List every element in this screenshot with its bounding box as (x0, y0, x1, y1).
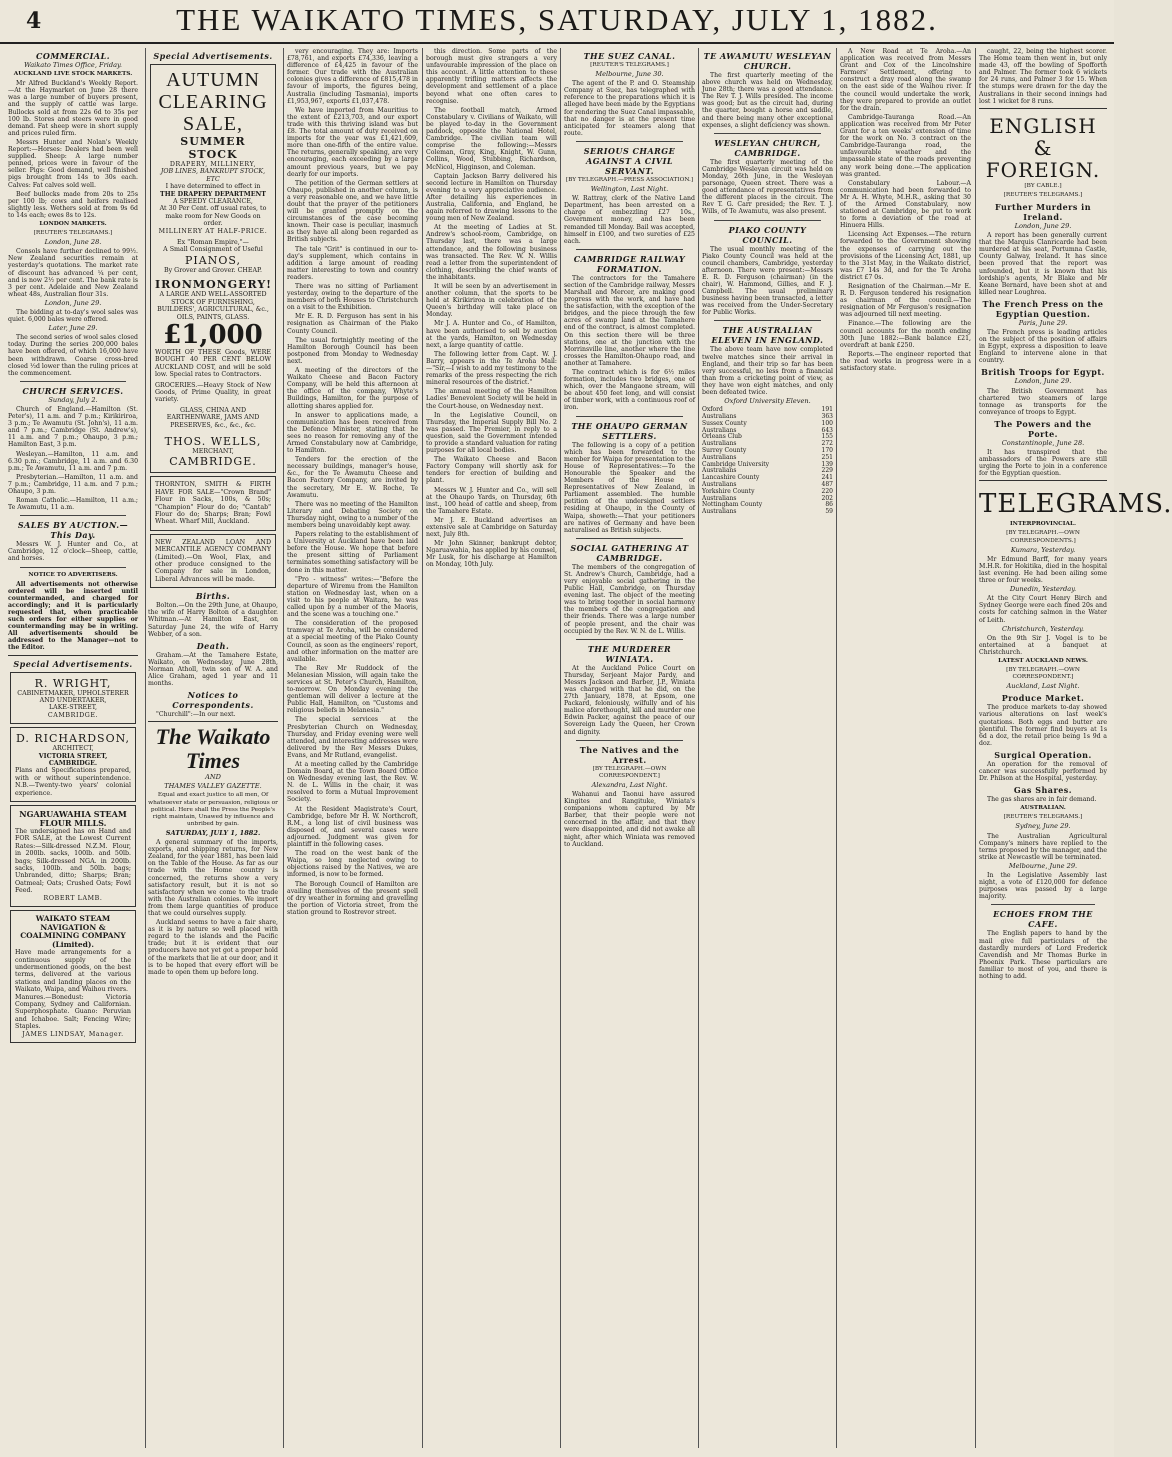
divider (576, 249, 683, 250)
advertiser-place: CAMBRIDGE. (47, 711, 99, 719)
divider (20, 567, 126, 568)
divider (979, 480, 1107, 481)
advertiser-name: WAIKATO STEAM NAVIGATION & COALMINING COMPANY (Limited). (20, 914, 126, 949)
article-paragraph: Consols have further declined to 99½. New Zealand securities remain at yesterday's quotations. The market rate of discount has advanced ¼ per cent, and is now 2½ per cent. The bank rate is 3 per cent. Adelaide and New Zealand wheat 48s, Australian flour 31s. (8, 248, 138, 298)
article-paragraph: The French press is leading articles on the subject of the position of affairs in Egypt, express a disposition to leave England to intervene alone in that country. (979, 328, 1107, 365)
article-paragraph: The road on the west bank of the Waipa, so long neglected owing to objections raised by the Natives, we are informed, is now to be formed. (287, 850, 418, 879)
advert-body: The undersigned has on Hand and FOR SALE, at the Lowest Current Rates:—Silk-dressed N.Z.M. Flour, in 200lb. sacks, 100lb. and 50lb. bags; Silk-dressed NGA. in 200lb. sacks, 100lb. and 50lb. bags; Unbranded, ditto; Sharps; Bran; Oatmeal; Oats; Crushed Oats; Fowl Feed. (15, 828, 131, 895)
score-team: Australians (702, 440, 737, 448)
dateline: London, June 29. (1014, 221, 1072, 230)
article-paragraph: The special services at the Presbyterian Church on Wednesday, Thursday, and Friday evening were well attended, and interesting addresses were delivered by the Rev Messrs Dukes, Evans, and Mr Rutland, evangelist. (287, 716, 418, 759)
article-paragraph: The bidding at to-day's wool sales was quiet. 6,000 bales were offered. (8, 309, 138, 324)
article-paragraph: The first quarterly meeting of the above church was held on Wednesday, June 28th; there was a good attendance. The Rev T. J. Wills presided. The income was good; but as the circuit had, during the quarter, bought a horse and saddle, and there being many other exceptional expenses, a slight deficiency was shown. (702, 72, 833, 129)
score-runs: 86 (825, 501, 833, 509)
score-team: Australians (702, 426, 737, 434)
advert-line: PIANOS, (185, 253, 241, 267)
page-number: 4 (26, 8, 42, 34)
article-paragraph: Messrs W. J. Hunter and Co., will sell at the Ohaupo Yards, on Thursday, 6th inst., 100 head of cattle and sheep, from the Tamahere Estate. (426, 486, 557, 515)
article-paragraph: Finance.—The following are the council accounts for the month ending 30th June 1882:—Bank balance £21, overdraft at bank £250. (840, 320, 971, 349)
advert-line: I have determined to effect in (165, 183, 261, 191)
flour-mills-advert (10, 805, 136, 907)
telegram-source: [BY TELEGRAPH.—PRESS ASSOCIATION.] (565, 176, 694, 183)
article-paragraph: Presbyterian.—Hamilton, 11 a.m. and 7 p.m.; Cambridge, 11 a.m. and 7 p.m.; Ohaupo, 3 p.m. (8, 473, 138, 495)
article-paragraph: The Rev Mr Ruddock of the Melanesian Mission, will again take the services at St. Peter's Church, Hamilton, to-morrow. On Monday evening the gentleman will deliver a lecture at the Public Hall, Hamilton, on "Customs and religious beliefs in Melanesia." (287, 664, 418, 715)
social-gathering-heading: SOCIAL GATHERING AT CAMBRIDGE. (570, 542, 689, 563)
advert-price: £1,000 (163, 319, 263, 350)
advertiser-trade: MERCHANT, (192, 447, 234, 455)
column-foreign-news (979, 48, 1172, 1448)
article-paragraph: The contractors for the Tamahere section of the Cambridge railway, Messrs Marshall and Mercer, are making good progress with the work, and have had the satisfaction, with the exception of the bridges, and the piece through the few acres of swamp land at the Tamahere end of the contract, is almost completed. On this section there will be three stations, one at the junction with the Morrinsville line, another where the line crosses the Hamilton-Ohaupo road, and another at Tamahere. (564, 274, 695, 367)
natives-heading: The Natives and the Arrest. (579, 744, 680, 765)
column-county-council (840, 48, 971, 1448)
dateline: Kumara, Yesterday. (1010, 545, 1076, 554)
divider (576, 740, 683, 741)
advertiser-trade: ARCHITECT, (52, 745, 94, 753)
article-paragraph: Wahanui and Taonui have assured Kingites and Rangituke, Winiata's companions whom captured by Mr Barber, that their people were not concerned in the affair, and that they were disappointed, and did not awake all night, after which Winiata was removed to Auckland. (564, 790, 695, 848)
article-paragraph: Beef bullocks made from 20s to 25s per 100 lb; cows and heifers realised slightly less. Wethers sold at from 9s 6d to 14s each; ewes 8s to 12s. (8, 190, 138, 219)
dateline: Melbourne, June 29. (1008, 861, 1078, 870)
article-paragraph: The members of the congregation of St. Andrew's Church, Cambridge, had a very enjoyable social gathering in the Public Hall, Cambridge, on Thursday evening last. The object of the meeting was to bring together in social harmony the members of the congregation and their friends. There was a large number of people present, and the chair was occupied by the Rev. W. N. de L. Willis. (564, 563, 695, 635)
australian-heading: AUSTRALIAN. (1020, 805, 1066, 812)
interprovincial-heading: INTERPROVINCIAL. (1009, 521, 1077, 528)
dateline: Melbourne, June 30. (595, 70, 664, 79)
advert-signature: ROBERT LAMB. (43, 894, 103, 902)
telegram-source: [BY TELEGRAPH.—OWN CORRESPONDENT.] (592, 765, 667, 779)
article-paragraph: In the Legislative Council, on Thursday, the Imperial Supply Bill No. 2 was passed. The Premier, in reply to a question, said the Government intended to provide a standard valuation for rating purposes for all local bodies. (426, 411, 557, 455)
paper-sub: AND (205, 773, 221, 782)
advertiser-name: THOS. WELLS, (164, 434, 262, 448)
dateline: Constantinople, June 28. (1001, 438, 1085, 447)
article-paragraph: Wesleyan.—Hamilton, 11 a.m. and 6.30 p.m.; Cambridge, 11 a.m. and 6.30 p.m.; Te Awamutu, 11 a.m. and 7 p.m. (8, 450, 138, 472)
divider (979, 108, 1107, 109)
dateline: Sunday, July 2. (48, 395, 98, 404)
ohaupo-heading: THE OHAUPO GERMAN SETTLERS. (571, 420, 688, 441)
dateline: London, June 29. (44, 298, 102, 307)
article-paragraph: At the meeting of Ladies at St. Andrew's school-room, Cambridge, on Thursday last, there was a large attendance, and the following business was transacted. The Rev. W. N. Willis read a letter from the superintendent of clothing, describing the chief wants of the inhabitants. (426, 224, 557, 281)
article-paragraph: The produce markets to-day showed various alterations on last week's quotations. Both eggs and butter are plentiful. The former find buyers at 1s 6d a doz, the retail price being 1s 9d a doz. (979, 704, 1107, 747)
divider (20, 381, 126, 382)
french-press-heading: The French Press on the Egyptian Question. (982, 298, 1104, 319)
article-paragraph: The following is a copy of a petition which has been forwarded to the member for Waipa for presentation to the House of Representatives:—To the Honourable the Speaker and the Members of the House of Representatives of New Zealand, in Parliament assembled. The humble petition of the undersigned settlers residing at Ohaupo, in the County of Waipa, showeth:—That your petitioners are natives of Germany and have been naturalised as British subjects. (564, 441, 695, 534)
article-paragraph: It has transpired that the ambassadors of the Powers are still urging the Porte to join in a conference for the Egyptian question. (979, 449, 1107, 478)
score-runs: 251 (821, 453, 833, 461)
article-paragraph: Mr Edmund Barff, for many years M.H.R. for Hokitika, died in the hospital last evening. He had been ailing some three or four weeks. (979, 555, 1107, 585)
commercial-heading: COMMERCIAL. (35, 51, 111, 61)
article-paragraph: At the Resident Magistrate's Court, Cambridge, before Mr H. W. Northcroft, R.M., a long list of civil business was disposed of, and several cases were adjourned. Judgment was given for plaintiff in the following cases. (287, 805, 418, 849)
score-row (702, 509, 833, 516)
article-paragraph: The Borough Council of Hamilton are availing themselves of the present spell of dry weather in forming and gravelling the portion of Victoria street, from the station ground to Rostrevor street. (287, 880, 418, 916)
latest-auckland-heading: LATEST AUCKLAND NEWS. (998, 657, 1088, 664)
births-heading: Births. (195, 591, 231, 602)
article-paragraph: Cambridge-Tauranga Road.—An application was received from Mr Peter Grant for a ten weeks' extension of time for the work on No. 3 contract on the Cambridge-Tauranga road, the unfavourable weather and the impassable state of the roads preventing any work being done.—The application was granted. (840, 113, 971, 178)
article-paragraph: The contract which is for 6½ miles formation, includes two bridges, one of which, over the Mangaone stream, will be about 450 feet long, and will consist of timber work, with a continuous roof of iron. (564, 369, 695, 412)
ireland-heading: Further Murders in Ireland. (994, 201, 1092, 222)
advert-line: THE DRAPERY DEPARTMENT (160, 190, 266, 198)
paper-nameplate: The Waikato Times (155, 724, 271, 774)
column-church-news (702, 48, 833, 1448)
advert-body: NEW ZEALAND LOAN AND MERCANTILE AGENCY COMPANY (Limited).—On Wool, Flax, and other produce consigned to the Company for sale in London, Liberal Advances will be made. (155, 538, 271, 583)
advertiser-name: R. WRIGHT, (34, 676, 112, 690)
score-runs: 170 (821, 446, 833, 454)
score-runs: 139 (821, 460, 833, 468)
divider (576, 639, 683, 640)
article-paragraph: All advertisements not otherwise ordered will be inserted until countermanded, and charged for accordingly; and it is particularly requested that, when practicable such orders for either supplies or countermanding may be in writing. All advertisements should be addressed to the Manager—not to the Editor. (8, 580, 138, 652)
column-telegrams (564, 48, 695, 1448)
wesleyan-cambridge-heading: WESLEYAN CHURCH, CAMBRIDGE. (714, 137, 821, 158)
dateline: Alexandra, Last Night. (591, 780, 668, 789)
article-paragraph: An operation for the removal of cancer was successfully performed by Dr. Philson at the Hospital, yesterday. (979, 760, 1107, 783)
score-team: Cambridge University (702, 460, 770, 468)
office-line: Waikato Times Office, Friday. (24, 61, 122, 69)
divider (8, 655, 138, 656)
article-paragraph: In answer to applications made, a communication has been received from the Defence Minister, stating that he sees no reason for removing any of the Armed Constabulary now at Cambridge, to Hamilton. (287, 411, 418, 455)
advert-body: Have made arrangements for a continuous supply of the undermentioned goods, on the best terms, delivered at the various stations and landing places on the Waikato, Waipa, and Waihou rivers. (15, 949, 131, 994)
score-runs: 220 (821, 487, 833, 495)
column-advertisements (148, 48, 278, 1448)
article-paragraph: Captain Jackson Barry delivered his second lecture in Hamilton on Thursday evening to a very appreciative audience. After detailing his experiences in Australia, California, and England, he again referred to drawing lessons to the young men of New Zealand. (426, 172, 557, 223)
score-team: Nottingham County (702, 501, 763, 509)
nz-loan-advert (150, 534, 276, 588)
dateline: Later, June 29. (48, 324, 98, 333)
article-paragraph: The petition of the German settlers at Ohaupo, published in another column, is a very reasonable one, and we have little doubt that the prayer of the petitioners will be granted promptly on the circumstances of the case becoming known. Their case is peculiar, inasmuch as they have all along been regarded as British subjects. (287, 179, 418, 244)
article-paragraph: Tenders for the erection of the necessary buildings, manager's house, &c., for the Te Awamutu Cheese and Bacon Factory Company, are invited by the secretary, Mr E. W. Roche, Te Awamutu. (287, 456, 418, 499)
article-paragraph: A meeting of the directors of the Waikato Cheese and Bacon Factory Company, will be held this afternoon at the office of the company, Whyte's Buildings, Hamilton, for the purpose of allotting shares applied for. (287, 367, 418, 410)
article-paragraph: At a meeting called by the Cambridge Domain Board, at the Town Board Office on Wednesday evening last, the Rev. W. N. de L. Willis in the chair, it was resolved to form a Mutual Improvement Society. (287, 761, 418, 804)
article-paragraph: Graham.—At the Tamahere Estate, Waikato, on Wednesday, June 28th, Norman Atholl, twin son of W. A. and Alice Graham, aged 1 year and 11 months. (148, 651, 278, 688)
article-paragraph: W. Rattray, clerk of the Native Land Department, has been arrested on a charge of embezzling £27 10s., Government money, and has been remanded till Monday. Bail was accepted, himself in £100, and two sureties of £25 each. (564, 195, 696, 245)
piako-heading: PIAKO COUNTY COUNCIL. (728, 224, 807, 245)
score-runs: 487 (821, 480, 833, 488)
article-paragraph: The second series of wool sales closed today. During the series 200,000 bales have been offered, of which 16,000 have been withdrawn. Coarse cross-bred closed ½d lower than the ruling prices at the commencement. (8, 334, 138, 377)
dateline: Christchurch, Yesterday. (1002, 624, 1084, 633)
sales-heading: SALES BY AUCTION.—This Day. (17, 520, 129, 541)
score-runs: 100 (821, 419, 833, 427)
article-paragraph: Roman Catholic.—Hamilton, 11 a.m.; Te Awamutu, 11 a.m. (8, 497, 138, 512)
auckland-livestock-heading: AUCKLAND LIVE STOCK MARKETS. (13, 71, 133, 78)
divider (714, 320, 821, 321)
advert-line: Ex "Roman Empire,"— (177, 239, 249, 247)
article-paragraph: "Pro - witness" writes:—"Before the departure of Wiremu from the Hamilton station on Wednesday last, when on a visit to his people at Waitara, he was called upon by a number of the Maoris, and the scene was a touching one." (287, 575, 418, 619)
article-paragraph: The football match, Armed Constabulary v. Civilians of Waikato, will be played to-day in the Government paddock, opposite the National Hotel, Cambridge. The civilian team will comprise the following:—Messrs Coleman, Gray, King, Knight, W. Gunn, Collins, Wood, Stubbing, Richardson, McNicol, Higginson, and Coleman. (426, 106, 557, 171)
article-paragraph: A report has been generally current that the Marquis Clanricarde had been murdered at his seat, Portumna Castle, County Galway, Ireland. It has since been proved that the report was unfounded, but it is known that his lordship's agents, Mr Blake and Mr Keane Bernard, have been shot at and killed near Loughrea. (979, 232, 1107, 296)
advert-line: JOB LINES, BANKRUPT STOCK, ETC (160, 168, 266, 183)
score-runs: 363 (821, 412, 833, 420)
troops-heading: British Troops for Egypt. (981, 367, 1105, 378)
article-paragraph: In the Legislative Assembly last night, a vote of £120,000 for defence purposes was passed by a large majority. (979, 872, 1107, 901)
advert-line: GLASS, CHINA AND EARTHENWARE, JAMS AND PRESERVES, &c., &c., &c. (166, 406, 260, 429)
article-paragraph: The usual fortnightly meeting of the Hamilton Borough Council has been postponed from Monday to Wednesday next. (287, 336, 418, 365)
divider (714, 133, 821, 134)
produce-heading: Produce Market. (1001, 693, 1085, 704)
column-commercial (8, 48, 138, 1448)
special-ads-heading: Special Advertisements. (13, 658, 133, 669)
advert-line: GROCERIES.—Heavy Stock of New Goods, of Prime Quality, in great variety. (155, 381, 271, 404)
article-paragraph: Reports.—The engineer reported that the road works in progress were in a satisfactory state. (840, 350, 971, 373)
newspaper-title: THE WAIKATO TIMES, SATURDAY, JULY 1, 1882. (176, 2, 938, 37)
advertiser-name: D. RICHARDSON, (15, 732, 131, 746)
paper-motto: Equal and exact justice to all men, Of whatsoever state or persuasion, religious or political. Here shall the Press the People's right maintain, Unawed by influence and unbribed by gain. (148, 792, 278, 827)
article-paragraph: A New Road at Te Aroha.—An application was received from Messrs Grant and Cox of the Lincolnshire Farmers' Settlement, offering to construct a dray road along the swamp on the east side of the Waihou river. If the council would undertake the work, they were prepared to provide an outlet for the drain. (840, 48, 971, 112)
telegram-source: [REUTER'S TELEGRAMS.] (33, 230, 113, 237)
article-paragraph: The above team have now completed twelve matches since their arrival in England, and their trip so far has been very successful, no less from a financial than from a cricketing point of view, as they have won eight matches, and only been defeated twice. (702, 346, 833, 396)
score-team: Yorkshire County (702, 487, 755, 495)
article-paragraph: The English papers to hand by the mail give full particulars of the dastardly murders of Lord Frederick Cavendish and Mr Thomas Burke in Phoenix Park. These particulars are familiar to most of you, and there is nothing to add. (979, 930, 1107, 980)
score-runs: 643 (821, 426, 833, 434)
score-team: Lancashire County (702, 474, 760, 482)
divider (576, 538, 683, 539)
advert-line: DRAPERY, MILLINERY, (169, 161, 257, 168)
steam-navigation-advert (10, 910, 136, 1043)
article-paragraph: At the City Court Henry Birch and Sydney George were each fined 20s and costs for catching salmon in the Water of Leith. (979, 595, 1107, 624)
score-team: Surrey County (702, 446, 747, 454)
advert-body: Plans and Specifications prepared, with or without superintendence. N.B.—Twenty-two years' colonial experience. (15, 767, 131, 797)
score-team: Australians (702, 480, 737, 488)
wright-advert (10, 672, 136, 725)
article-paragraph: The British Government has chartered two steamers of large tonnage as transports for the conveyance of troops to Egypt. (979, 387, 1107, 416)
advertiser-place: VICTORIA STREET, CAMBRIDGE. (38, 752, 108, 767)
correspondents-heading: Notices to Correspondents. (172, 690, 254, 711)
telegram-source: [BY TELEGRAPH.—OWN CORRESPONDENT.] (1006, 667, 1080, 681)
article-paragraph: At the Auckland Police Court on Thursday, Serjeant Major Pardy, and Messrs Jackson and Barber, J.P., Winiata was charged with that he did, on the 27th January, 1878, at Epsom, one Packard, feloniously, wilfully and of his malice aforethought, kill and murder one Edwin Packer, against the peace of our Sovereign Lady the Queen, her Crown and dignity. (564, 664, 695, 736)
advert-line: A LARGE AND WELL-ASSORTED STOCK OF FURNISHING, BUILDERS', AGRICULTURAL, &c., OILS, PAINTS, GLASS. (157, 291, 269, 321)
advertiser-name: NGARUAWAHIA STEAM FLOUR MILLS. (19, 809, 127, 829)
advert-line: By Grover and Grover. CHEAP. (163, 266, 262, 274)
score-runs: 272 (821, 440, 833, 448)
article-paragraph: Mr John Skinner, bankrupt debtor, Ngaruawahia, has applied by his counsel, Mr Lusk, for his discharge at Hamilton on Monday, 10th July. (426, 540, 557, 569)
article-paragraph: Papers relating to the establishment of a University at Auckland have been laid before the House. We hope that before the present sitting of Parliament terminates something satisfactory will be done in this matter. (287, 531, 418, 574)
wesleyan-heading: TE AWAMUTU WESLEYAN CHURCH. (703, 51, 832, 71)
article-paragraph: this direction. Some parts of the borough must give strangers a very unfavourable impression of the place on this account. A little attention to these apparently trifling matters affects the development and settlement of a place beyond what one often cares to recognise. (426, 48, 557, 105)
article-paragraph: There was no sitting of Parliament yesterday, owing to the departure of the members of both Houses to Christchurch on a visit to the Exhibition. (287, 283, 418, 312)
article-paragraph: Resignation of the Chairman.—Mr E. R. D. Ferguson tendered his resignation as chairman of the council.—The resignation of Mr Ferguson's resignation was adjourned till next meeting. (840, 283, 971, 319)
death-heading: Death. (196, 640, 230, 651)
advert-subtitle: SUMMER STOCK (180, 135, 246, 161)
advert-line: At 30 Per Cent. off usual rates, to make room for New Goods on order. (159, 205, 267, 228)
church-services-heading: CHURCH SERVICES. (22, 385, 124, 396)
divider (714, 220, 821, 221)
article-paragraph: The first quarterly meeting of the Cambridge Wesleyan circuit was held on Monday, 26th June, in the Wesleyan parsonage, Queen street. There was a good attendance of representatives from the different places in the circuit. The Rev T. G. Carr presided; the Rev. T. J. Wills, of Te Awamutu, was also present. (702, 158, 833, 216)
advert-body: Manures.—Bonedust: Victoria Company, Sydney and Californian. Superphosphate. Guano: Peruvian and Ichaboe. Salt; Fencing Wire; Staples. (15, 993, 131, 1031)
advert-line: WORTH OF THESE Goods, WERE BOUGHT 40 PER CENT BELOW AUCKLAND COST, and will be sold low. Special rates to Contractors. (155, 348, 271, 379)
article-paragraph: Mr J. A. Hunter and Co., of Hamilton, have been authorised to sell by auction at the yards, Hamilton, on Wednesday next, a large quantity of cattle. (426, 320, 557, 349)
article-paragraph: It will be seen by an advertisement in another column, that the sports to be held at Kirikiriroa in celebration of the Queen's birthday will take place on Monday. (426, 283, 557, 319)
english-foreign-banner: ENGLISH & FOREIGN. (985, 113, 1101, 182)
article-paragraph: Constabulary Labour.—A communication had been forwarded to Mr A. H. Whyte, M.H.R., asking that 30 of the Armed Constabulary, now stationed at Cambridge, be put to work to form a deviation of the road at Hinuera Hills. (840, 179, 971, 230)
cricket-scores-table (702, 407, 833, 516)
article-paragraph: A general summary of the imports, exports, and shipping returns, for New Zealand, for the year 1881, has been laid on the Table of the House. As far as our trade with the Home country is concerned, the returns show a very satisfactory result, but it is not so satisfactory when we come to the trade with the Australian colonies. We import from them large quantities of produce that we could ourselves supply. (148, 839, 278, 917)
advertiser-trade: CABINETMAKER, UPHOLSTERER AND UNDERTAKER, (17, 689, 129, 704)
article-paragraph: The annual meeting of the Hamilton Ladies' Benevolent Society will be held in the Court-house, on Wednesday next. (426, 388, 557, 410)
article-paragraph: The tale "Grit" is continued in our to-day's supplement, which contains in addition a large amount of reading matter interesting to town and country readers. (287, 245, 418, 281)
score-runs: 59 (825, 508, 833, 516)
score-runs: 202 (821, 494, 833, 502)
article-paragraph: Auckland seems to have a fair share, as it is by nature so well placed with regard to the islands and the Pacific trade; but it is evident that our producers have not yet got a proper hold of the markets that lie at our door, and it is to be hoped that every effort will be made to open them up before long. (148, 919, 278, 976)
advert-body: THORNTON, SMITH & FIRTH HAVE FOR SALE—"Crown Brand" Flour in Sacks, 100s, & 50s; "Champion" Flour do do; "Cantab" Flour do do; Sharps; Bran; Fowl Wheat. Wharf Mill, Auckland. (155, 481, 271, 526)
article-paragraph: Mr J. E. Buckland advertises an extensive sale at Cambridge on Saturday next, July 8th. (426, 516, 557, 539)
article-paragraph: Messrs W. J. Hunter and Co., at Cambridge, 12 o'clock—Sheep, cattle, and horses. (8, 541, 138, 563)
advert-subtitle: IRONMONGERY! (155, 278, 272, 292)
dateline: Auckland, Last Night. (1006, 682, 1080, 691)
dateline: London, June 28. (44, 238, 102, 247)
echoes-heading: ECHOES FROM THE CAFE. (993, 909, 1093, 930)
advert-line: MILLINERY AT HALF-PRICE. (158, 227, 268, 235)
advert-title: AUTUMN CLEARING SALE, (158, 69, 268, 135)
article-paragraph: very encouraging. They are: Imports £78,761, and exports £74,336, leaving a difference of £4,425 in favour of the former. Our trade with the Australian colonies gives a difference of £815,478 in favour of imports, the figures being, Australia (including Tasmania), imports £1,953,967, exports £1,037,478. (287, 48, 418, 105)
powers-heading: The Powers and the Porte. (994, 418, 1092, 439)
article-paragraph: We have imported from Mauritius to the extent of £213,703, and our export trade with this thriving island was but £8. The total amount of duty received on imports for the year was £1,421,609, more than one-fifth of the entire value. The returns, generally speaking, are very encouraging, each exceeding by a large amount previous years, but we pay dearly for our imports. (287, 106, 418, 178)
notice-heading: NOTICE TO ADVERTISERS. (28, 571, 118, 578)
thornton-advert (150, 476, 276, 530)
surgical-heading: Surgical Operation. (994, 749, 1092, 760)
score-team: Australians (702, 508, 737, 516)
telegram-source: [REUTER'S TELEGRAMS.] (1003, 191, 1083, 198)
article-paragraph: There was no meeting of the Hamilton Literary and Debating Society on Thursday night, owing to a number of the members being unavoidably kept away. (287, 500, 418, 529)
paper-sub: THAMES VALLEY GAZETTE. (164, 782, 262, 791)
article-paragraph: On the 9th Sir J. Vogel is to be entertained at a banquet at Christchurch. (979, 634, 1107, 656)
divider (20, 515, 126, 516)
london-markets-heading: LONDON MARKETS. (39, 220, 107, 227)
article-paragraph: "Churchill":—In our next. (156, 711, 236, 719)
railway-heading: CAMBRIDGE RAILWAY FORMATION. (573, 253, 686, 274)
article-paragraph: The Australian Agricultural Company's miners have replied to the terms proposed by the manager, and the strike at Newcastle will be terminated. (979, 832, 1107, 861)
divider (576, 141, 683, 142)
dateline: Dunedin, Yesterday. (1009, 585, 1077, 594)
article-paragraph: Bolton.—On the 29th June, at Ohaupo, the wife of Harry Bolton of a daughter. Whitman.—At Hamilton East, on Saturday June 24, the wife of Harry Webber, of a son. (148, 602, 278, 638)
article-paragraph: caught, 22, being the highest scorer. The Home team then went in, but only made 43, off the bowling of Spofforth and Palmer. The former took 6 wickets for 24 runs, and Palmer 3 for 15. When the stumps were drawn for the day the Australians in their second innings had lost 1 wicket for 8 runs. (979, 48, 1107, 105)
special-ads-heading: Special Advertisements. (153, 51, 273, 61)
article-paragraph: The agent of the P. and O. Steamship Company at Suez, has telegraphed with reference to the preparations which it is alleged have been made by the Egyptians for rendering the Suez Canal impassable, that no danger is at the present time anticipated for steamers along that route. (564, 80, 695, 137)
telegram-source: [REUTER'S TELEGRAMS.] (1003, 814, 1083, 821)
score-team: Orleans Club (702, 433, 742, 441)
serious-charge-heading: SERIOUS CHARGE AGAINST A CIVIL SERVANT. (583, 145, 676, 176)
score-team: Oxford (702, 406, 723, 414)
article-paragraph: Church of England.—Hamilton (St. Peter's), 11 a.m. and 7 p.m.; Kirikiriroa, 3 p.m.; Te Awamutu (St. John's), 11 a.m. and 7 p.m.; Cambridge (St. Andrew's), 11 a.m. and 7 p.m.; Ohaupo, 3 p.m.; Hamilton East, 3 p.m. (8, 405, 138, 449)
column-local-news (287, 48, 418, 1448)
telegrams-banner: TELEGRAMS. (979, 489, 1172, 520)
article-paragraph: Mr E. R. D. Ferguson has sent in his resignation as Chairman of the Piako County Council. (287, 313, 418, 335)
score-runs: 155 (821, 433, 833, 441)
score-team: Australians (702, 453, 737, 461)
advertiser-place: CAMBRIDGE. (169, 455, 257, 469)
article-paragraph: The consideration of the proposed tramway at Te Aroha, will be considered at a special meeting of the Piako County Council, as soon as the engineers' report, and other information on the matter are available. (287, 620, 418, 663)
article-paragraph: Licensing Act Expenses.—The return forwarded to the Government showing the expenses of carrying out the provisions of the Licensing Act, 1881, up to the 31st May, in the Waikato district, was £7 14s 3d, and for the Te Aroha district £7 0s. (840, 231, 971, 281)
divider (148, 721, 278, 722)
score-team: Australians (702, 412, 737, 420)
dateline: Paris, June 29. (1018, 318, 1068, 327)
dateline: Sydney, June 29. (1015, 822, 1071, 831)
score-runs: 229 (821, 467, 833, 475)
suez-heading: THE SUEZ CANAL. (583, 51, 676, 61)
score-runs: 241 (821, 474, 833, 482)
article-paragraph: The following letter from Capt. W. J. Barry, appears in the Te Aroha Mail:—"Sir,—I wish to add my testimony to the remarks of the press respecting the rich mineral resources of the district." (426, 350, 557, 387)
clearing-sale-advert (150, 64, 276, 473)
telegram-source: [BY TELEGRAPH.—OWN CORRESPONDENTS.] (1006, 530, 1080, 544)
score-team: Australians (702, 467, 737, 475)
advert-line: A SPEEDY CLEARANCE, (173, 198, 253, 206)
article-paragraph: The gas shares are in fair demand. (987, 796, 1097, 804)
article-paragraph: The usual monthly meeting of the Piako County Council was held at the council chambers, Cambridge, yesterday afternoon. There were present:—Messrs E. R. D. Ferguson (chairman) (in the chair), W. Hammond, Gillies, and F. J. Campbell. The usual preliminary business having been transacted, a letter was received from the Under-Secretary for Public Works. (702, 245, 833, 317)
score-team: Sussex County (702, 419, 747, 427)
advertiser-place: LAKE-STREET, (49, 704, 97, 712)
article-paragraph: Messrs Hunter and Nolan's Weekly Report:—Horses: Dealers had been well supplied. Sheep: A large number penned, prices were in favour of the seller. Pigs: Good demand, well finished pigs brought from 14s to 30s each. Calves: Fat calves sold well. (8, 138, 138, 189)
advert-line: A Small Consignment of Useful (163, 246, 263, 254)
cable-source: [BY CABLE.] (1024, 182, 1062, 189)
article-paragraph: Mr Alfred Buckland's Weekly Report.—At the Haymarket on June 28 there was a large number of buyers present, and the supply of cattle was large. Bullocks sold at from 22s 6d to 35s per 100 lb. Stores and steers were in good demand. Fat sheep were in short supply and prices ruled firm. (8, 80, 138, 137)
column-local-news-2 (426, 48, 557, 1448)
divider (576, 416, 683, 417)
dateline: Wellington, Last Night. (590, 185, 669, 194)
murderer-heading: THE MURDERER WINIATA. (587, 643, 672, 664)
score-team: Australians (702, 494, 737, 502)
divider (991, 904, 1095, 905)
advert-signature: JAMES LINDSAY, Manager. (22, 1030, 124, 1038)
gas-heading: Gas Shares. (1013, 785, 1073, 796)
scores-heading: Oxford University Eleven. (724, 397, 811, 406)
masthead (0, 0, 1114, 44)
dateline: London, June 29. (1014, 377, 1072, 386)
article-paragraph: The Waikato Cheese and Bacon Factory Company will shortly ask for tenders for erection of building and plant. (426, 456, 557, 485)
australian-eleven-heading: THE AUSTRALIAN ELEVEN IN ENGLAND. (711, 325, 824, 346)
paper-date: SATURDAY, JULY 1, 1882. (165, 828, 261, 837)
telegram-source: [REUTER'S TELEGRAMS.] (590, 62, 669, 68)
richardson-advert (10, 727, 136, 802)
score-runs: 191 (821, 406, 833, 414)
